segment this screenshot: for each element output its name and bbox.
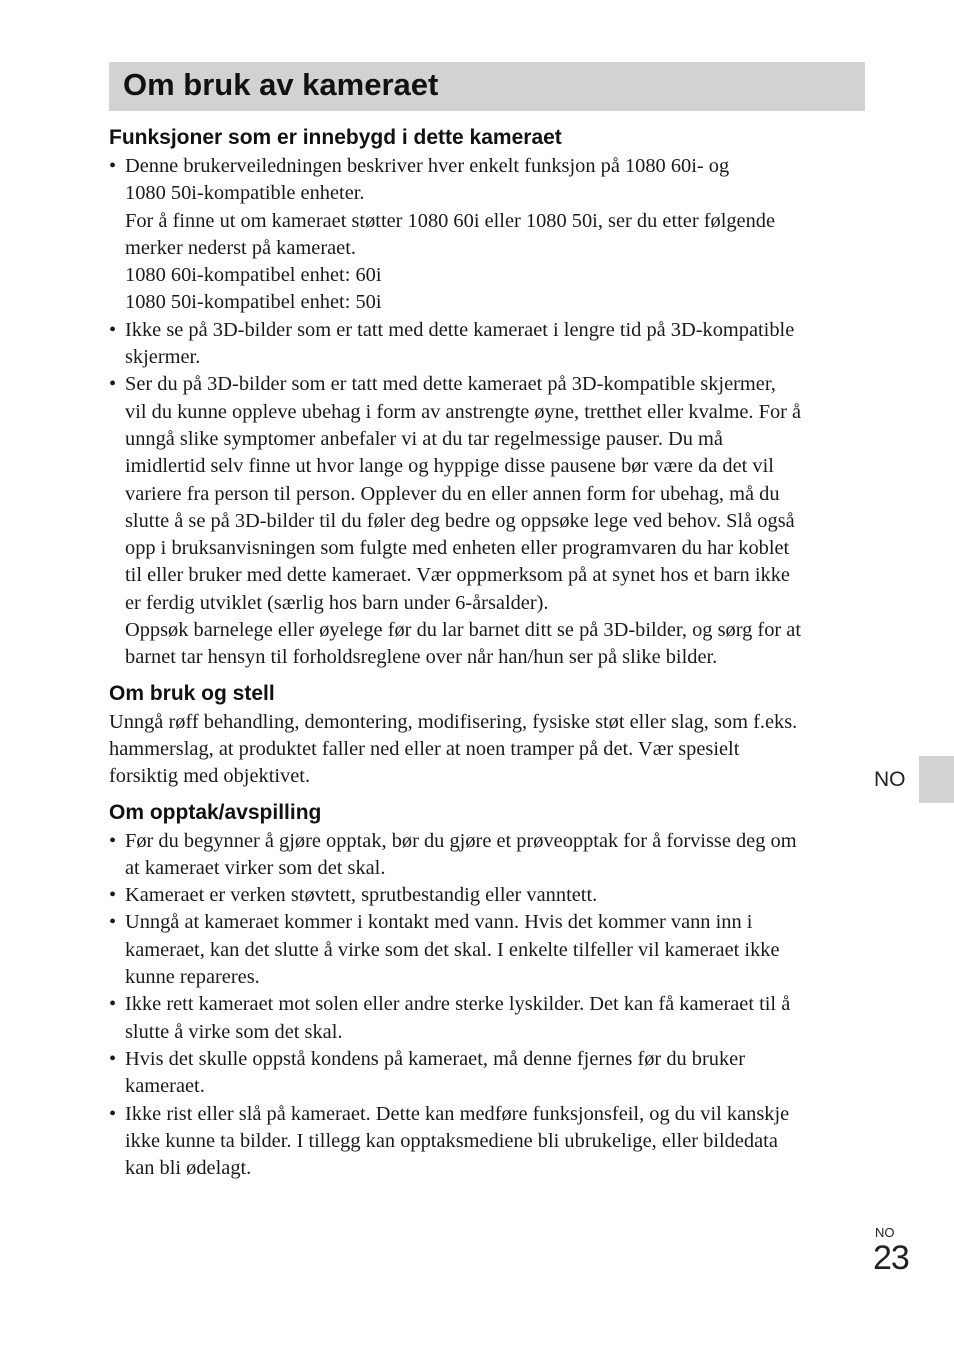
bullet-item: [109, 1046, 865, 1101]
language-side-tab: [919, 756, 954, 803]
text-line: skjermer.: [125, 346, 201, 369]
text-line: For å finne ut om kameraet støtter 1080 60i eller 1080 50i, ser du etter følgende: [125, 209, 776, 232]
bullet-item: [109, 909, 865, 991]
text-line: Ikke rett kameraet mot solen eller andre sterke lyskilder. Det kan få kameraet til å: [125, 993, 791, 1016]
text-line: ikke kunne ta bilder. I tillegg kan opptaksmediene bli ubrukelige, eller bildedata: [125, 1129, 778, 1152]
text-line: vil du kunne oppleve ubehag i form av anstrengte øyne, tretthet eller kvalme. For å: [125, 400, 802, 423]
bullet-item: [109, 882, 865, 909]
section-features: [109, 124, 865, 672]
page-title: Om bruk av kameraet: [123, 67, 439, 102]
section-recording: [109, 799, 865, 1183]
text-line: opp i bruksanvisningen som fulgte med enheten eller programvaren du har koblet: [125, 537, 790, 560]
bullet-item: [109, 371, 865, 671]
title-bar: [109, 62, 865, 111]
text-line: Kameraet er verken støvtett, sprutbestandig eller vanntett.: [125, 884, 598, 907]
text-line: barnet tar hensyn til forholdsreglene over når han/hun ser på slike bilder.: [125, 646, 718, 669]
bullet-item: [109, 1101, 865, 1183]
text-line: unngå slike symptomer anbefaler vi at du tar regelmessige pauser. Du må: [125, 427, 723, 450]
text-line: Unngå røff behandling, demontering, modifisering, fysiske støt eller slag, som f.eks.: [109, 710, 798, 733]
page-number: 23: [873, 1239, 909, 1277]
footer-language: NO: [875, 1225, 895, 1240]
side-tab-label: NO: [874, 768, 906, 791]
bullet-item: [109, 153, 865, 317]
text-line: Ikke se på 3D-bilder som er tatt med dette kameraet i lengre tid på 3D-kompatible: [125, 318, 795, 341]
text-line: kan bli ødelagt.: [125, 1157, 252, 1180]
paragraph: [109, 709, 865, 791]
bullet-item: [109, 317, 865, 372]
text-line: til eller bruker med dette kameraet. Vær oppmerksom på at synet hos et barn ikke: [125, 564, 790, 587]
text-line: 1080 50i-kompatibel enhet: 50i: [125, 291, 382, 314]
text-line: merker nederst på kameraet.: [125, 236, 356, 259]
text-line: hammerslag, at produktet faller ned eller at noen tramper på det. Vær spesielt: [109, 737, 740, 760]
text-line: Unngå at kameraet kommer i kontakt med vann. Hvis det kommer vann inn i: [125, 911, 753, 934]
text-line: forsiktig med objektivet.: [109, 765, 311, 788]
text-line: kameraet.: [125, 1075, 205, 1098]
text-line: Denne brukerveiledningen beskriver hver enkelt funksjon på 1080 60i- og: [125, 155, 730, 177]
text-line: Ser du på 3D-bilder som er tatt med dette kameraet på 3D-kompatible skjermer,: [125, 373, 776, 396]
text-line: Oppsøk barnelege eller øyelege før du lar barnet ditt se på 3D-bilder, og sørg for at: [125, 619, 801, 642]
text-line: 1080 60i-kompatibel enhet: 60i: [125, 264, 382, 287]
bullet-item: [109, 828, 865, 883]
section-heading: Funksjoner som er innebygd i dette kameraet: [109, 126, 562, 149]
text-line: 1080 50i-kompatible enheter.: [125, 182, 365, 205]
text-line: kunne repareres.: [125, 966, 260, 989]
main-content: [109, 122, 865, 1182]
text-line: Før du begynner å gjøre opptak, bør du gjøre et prøveopptak for å forvisse deg om: [125, 829, 797, 852]
bullet-item: [109, 991, 865, 1046]
text-line: slutte å se på 3D-bilder til du føler deg bedre og oppsøke lege ved behov. Slå også: [125, 509, 795, 532]
bullet-list: [109, 153, 865, 672]
text-line: er ferdig utviklet (særlig hos barn under 6-årsalder).: [125, 591, 549, 614]
text-line: variere fra person til person. Opplever du en eller annen form for ubehag, må du: [125, 482, 780, 505]
text-line: Hvis det skulle oppstå kondens på kameraet, må denne fjernes før du bruker: [125, 1047, 746, 1070]
section-care: [109, 680, 865, 791]
bullet-list: [109, 828, 865, 1183]
section-heading: Om opptak/avspilling: [109, 800, 322, 824]
text-line: slutte å virke som det skal.: [125, 1020, 343, 1043]
text-line: at kameraet virker som det skal.: [125, 856, 386, 879]
text-line: imidlertid selv finne ut hvor lange og hyppige disse pausene bør være da det vil: [125, 455, 774, 478]
text-line: Ikke rist eller slå på kameraet. Dette kan medføre funksjonsfeil, og du vil kanskje: [125, 1102, 790, 1125]
text-line: kameraet, kan det slutte å virke som det skal. I enkelte tilfeller vil kameraet ikke: [125, 938, 780, 961]
section-heading: Om bruk og stell: [109, 681, 275, 705]
